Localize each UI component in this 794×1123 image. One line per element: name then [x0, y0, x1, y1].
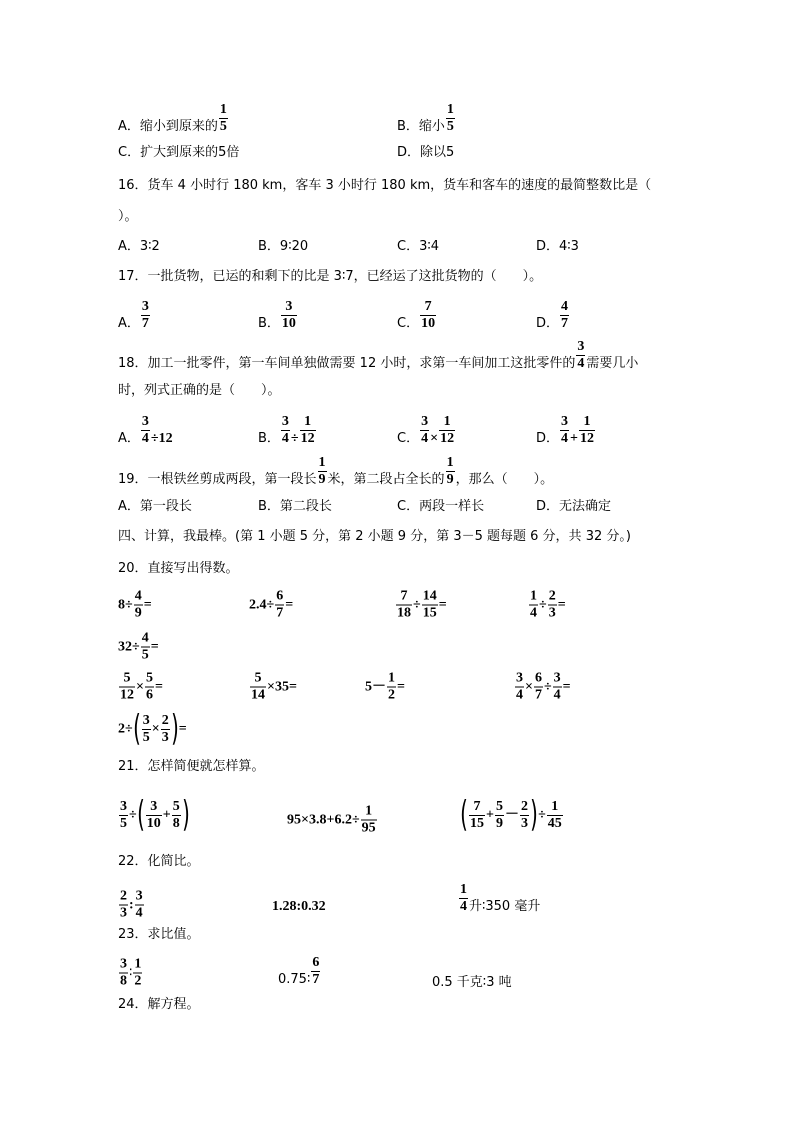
fraction	[560, 299, 569, 332]
numerator: 3	[120, 956, 127, 972]
numerator: 1	[361, 804, 377, 821]
text: 17．一批货物，已运的和剩下的比是 3∶7，已经运了这批货物的（ ）。	[118, 269, 543, 284]
q18-option-d	[536, 414, 596, 447]
numerator: 2	[521, 798, 529, 814]
text: 19．一根铁丝剪成两段，第一段长	[118, 472, 317, 487]
denominator: 9	[318, 472, 326, 487]
fraction	[135, 889, 144, 922]
denominator: 5	[120, 815, 127, 831]
text: D．	[536, 431, 560, 446]
numerator: 3	[135, 888, 143, 904]
numerator: 1	[460, 882, 467, 897]
denominator: 9	[134, 605, 142, 621]
q20-expr-5	[118, 631, 159, 664]
math-operator: 8÷	[118, 597, 133, 613]
denominator: 10	[146, 815, 161, 831]
math-operator: =	[397, 679, 405, 695]
q17-text	[118, 269, 542, 285]
q20-expr-7	[249, 671, 297, 704]
denominator: 7	[141, 316, 149, 331]
denominator: 3	[548, 605, 556, 621]
text: 20．直接写出得数。	[118, 561, 239, 576]
fraction	[119, 889, 128, 922]
q16-option-c	[397, 239, 439, 255]
fraction	[161, 713, 170, 746]
denominator: 4	[577, 356, 585, 371]
fraction	[576, 339, 585, 372]
denominator: 3	[120, 905, 127, 921]
numerator: 5	[250, 671, 266, 688]
q23-expr-3	[432, 975, 512, 991]
text: 米，第二段占全长的	[327, 472, 445, 487]
text: A．	[118, 431, 140, 446]
math-operator: 32÷	[118, 639, 140, 655]
q20-expr-8	[365, 671, 405, 704]
text: 16．货车 4 小时行 180 km，客车 3 小时行 180 km，货车和客车的速度的最简整数比是（	[118, 178, 652, 193]
fraction	[141, 414, 150, 447]
math-operator: ÷	[129, 807, 137, 823]
q15-option-a	[118, 102, 229, 135]
denominator: 4	[421, 431, 429, 446]
text: ）。	[118, 209, 138, 224]
text: B．	[258, 431, 280, 446]
numerator: 5	[119, 671, 135, 688]
numerator: 5	[496, 798, 504, 814]
fraction	[446, 102, 455, 135]
numerator: 14	[422, 588, 437, 604]
numerator: 1	[439, 414, 455, 431]
fraction	[534, 671, 543, 704]
section-4-heading	[118, 529, 631, 545]
denominator: 4	[141, 431, 149, 446]
text: 22．化简比。	[118, 854, 200, 869]
numerator: 3	[561, 414, 569, 429]
fraction	[420, 299, 436, 332]
denominator: 5	[141, 647, 149, 663]
numerator: 4	[561, 299, 569, 314]
fraction	[311, 955, 320, 988]
parenthesis: (	[136, 794, 145, 835]
math-operator: =	[562, 679, 571, 695]
fraction	[495, 799, 504, 832]
q15-option-d	[397, 145, 454, 161]
text: A．第一段长	[118, 499, 192, 514]
text: A．缩小到原来的	[118, 119, 218, 134]
fraction	[141, 299, 150, 332]
math-operator: =	[178, 721, 187, 737]
text: C．扩大到原来的5倍	[118, 145, 240, 160]
math-operator: －	[505, 807, 520, 823]
fraction	[420, 414, 429, 447]
fraction	[250, 671, 266, 704]
text: 21．怎样简便就怎样算。	[118, 759, 265, 774]
fraction	[446, 455, 455, 488]
denominator: 5	[446, 119, 454, 134]
numerator: 3	[516, 670, 523, 686]
q20-expr-4	[528, 589, 566, 622]
q17-option-c	[397, 299, 437, 332]
q23-expr-1	[118, 957, 143, 990]
numerator: 6	[312, 955, 320, 970]
denominator: 12	[300, 431, 315, 446]
q17-option-a	[118, 299, 151, 332]
denominator: 7	[312, 972, 320, 987]
fraction	[134, 589, 143, 622]
math-operator: ÷	[538, 807, 546, 823]
text: A．	[118, 316, 140, 331]
denominator: 4	[553, 687, 561, 703]
denominator: 5	[142, 729, 150, 745]
denominator: 4	[135, 905, 143, 921]
fraction	[579, 414, 595, 447]
denominator: 3	[161, 729, 169, 745]
text: 24．解方程。	[118, 997, 200, 1012]
numerator: 1	[446, 102, 454, 117]
q15-option-c	[118, 145, 239, 161]
denominator: 6	[145, 687, 153, 703]
parenthesis: (	[460, 794, 468, 835]
math-operator: ×	[525, 679, 533, 695]
numerator: 4	[141, 630, 149, 646]
fraction	[469, 799, 485, 832]
q18-option-b	[258, 414, 317, 447]
q15-option-b	[397, 102, 456, 135]
math-operator: 2÷	[118, 721, 133, 737]
denominator: 4	[460, 899, 467, 914]
fraction	[219, 102, 228, 135]
math-operator: +	[162, 807, 171, 823]
q16-text-end	[118, 209, 138, 225]
q20-expr-10	[118, 708, 187, 749]
denominator: 8	[172, 815, 180, 831]
q20-expr-9	[514, 671, 571, 704]
numerator: 7	[396, 589, 412, 606]
math-operator: :	[129, 897, 134, 913]
denominator: 12	[440, 431, 455, 446]
q19-option-b	[258, 499, 332, 515]
numerator: 2	[120, 888, 127, 904]
fraction	[520, 799, 529, 832]
denominator: 95	[361, 820, 376, 836]
text: D．除以5	[397, 145, 455, 160]
text: 升∶350 毫升	[469, 899, 541, 914]
fraction	[275, 589, 284, 622]
q16-option-b	[258, 239, 308, 255]
fraction	[547, 799, 563, 832]
numerator: 1	[318, 455, 326, 470]
numerator: 3	[142, 712, 150, 728]
fraction	[515, 671, 524, 704]
text: B．缩小	[397, 119, 445, 134]
q18-option-a	[118, 414, 173, 447]
q22-expr-2	[272, 899, 326, 915]
numerator: 1	[547, 799, 563, 816]
math-operator: 1.28:0.32	[272, 899, 326, 914]
q19-option-d	[536, 499, 611, 515]
q24-text	[118, 997, 200, 1013]
numerator: 1	[446, 455, 454, 470]
fraction	[548, 589, 557, 622]
numerator: 1	[579, 414, 595, 431]
numerator: 1	[300, 414, 316, 431]
math-operator: =	[154, 679, 163, 695]
parenthesis: (	[132, 708, 141, 749]
denominator: 7	[534, 687, 542, 703]
q22-text	[118, 854, 200, 870]
q16-option-d	[536, 239, 579, 255]
q19-option-c	[397, 499, 484, 515]
parenthesis: )	[170, 708, 179, 749]
text: ，那么（ ）。	[455, 472, 554, 487]
text: 18．加工一批零件，第一车间单独做需要 12 小时，求第一车间加工这批零件的	[118, 356, 576, 371]
numerator: 2	[161, 712, 169, 728]
numerator: 5	[172, 798, 180, 814]
numerator: 6	[276, 588, 284, 604]
fraction	[422, 589, 438, 622]
q18-text-end	[118, 383, 281, 399]
math-operator: =	[557, 597, 566, 613]
denominator: 3	[521, 815, 529, 831]
numerator: 3	[281, 414, 289, 429]
numerator: 6	[534, 670, 542, 686]
math-operator: ×	[136, 679, 144, 695]
denominator: 9	[496, 815, 504, 831]
math-operator: ×	[430, 431, 439, 446]
fraction	[553, 671, 562, 704]
denominator: 8	[120, 973, 127, 989]
numerator: 3	[553, 670, 561, 686]
text: 四、计算，我最棒。(第 1 小题 5 分，第 2 小题 9 分，第 3－5 题每题 6 分，共 32 分。)	[118, 529, 631, 544]
numerator: 1	[530, 588, 537, 604]
denominator: 10	[421, 316, 436, 331]
numerator: 7	[420, 299, 436, 316]
math-operator: ÷	[413, 597, 421, 613]
numerator: 3	[577, 339, 585, 354]
fraction	[318, 455, 327, 488]
denominator: 15	[470, 815, 485, 831]
text: 0.5 千克∶3 吨	[432, 975, 512, 990]
fraction	[281, 299, 297, 332]
math-operator: =	[143, 597, 152, 613]
fraction	[145, 671, 154, 704]
numerator: 3	[281, 299, 297, 316]
text: ∶	[129, 965, 133, 981]
text: C．两段一样长	[397, 499, 485, 514]
denominator: 4	[281, 431, 289, 446]
denominator: 10	[281, 316, 296, 331]
q22-expr-1	[118, 889, 145, 922]
q21-expr-2	[287, 804, 378, 837]
text: C．	[397, 316, 420, 331]
math-operator: ÷12	[150, 431, 173, 446]
fraction	[146, 799, 162, 832]
text: 时，列式正确的是（ ）。	[118, 383, 281, 398]
q21-expr-1	[118, 794, 190, 835]
denominator: 7	[276, 605, 284, 621]
q20-expr-1	[118, 589, 152, 622]
fraction	[396, 589, 412, 622]
denominator: 2	[388, 687, 395, 703]
denominator: 12	[580, 431, 594, 446]
denominator: 4	[561, 431, 569, 446]
parenthesis: )	[181, 794, 190, 835]
math-operator: +	[486, 807, 495, 823]
fraction	[119, 957, 128, 990]
numerator: 3	[421, 414, 429, 429]
q16-text	[118, 178, 651, 194]
text: 23．求比值。	[118, 927, 200, 942]
fraction	[300, 414, 316, 447]
q17-option-d	[536, 299, 570, 332]
fraction	[119, 799, 128, 832]
q16-option-a	[118, 239, 160, 255]
q20-expr-2	[249, 589, 293, 622]
text: C．3∶4	[397, 239, 440, 254]
fraction	[387, 671, 396, 704]
fraction	[529, 589, 538, 622]
q18-text	[118, 339, 638, 372]
math-operator: =	[150, 639, 159, 655]
denominator: 15	[422, 605, 437, 621]
numerator: 7	[469, 799, 485, 816]
denominator: 12	[120, 687, 134, 703]
denominator: 9	[446, 472, 454, 487]
fraction	[172, 799, 181, 832]
numerator: 5	[145, 670, 153, 686]
numerator: 2	[548, 588, 556, 604]
denominator: 7	[561, 316, 569, 331]
numerator: 1	[388, 670, 395, 686]
text: A．3∶2	[118, 239, 160, 254]
numerator: 3	[141, 299, 149, 314]
fraction	[361, 804, 377, 837]
q20-expr-3	[395, 589, 447, 622]
text: 需要几小	[586, 356, 639, 371]
denominator: 2	[134, 973, 142, 989]
text: D．4∶3	[536, 239, 579, 254]
fraction	[439, 414, 455, 447]
text: D．	[536, 316, 560, 331]
math-operator: ÷	[539, 597, 547, 613]
math-operator: 2.4÷	[249, 597, 275, 613]
q23-text	[118, 927, 200, 943]
numerator: 3	[141, 414, 149, 429]
denominator: 5	[219, 119, 227, 134]
fraction	[560, 414, 569, 447]
numerator: 1	[219, 102, 227, 117]
q19-option-a	[118, 499, 192, 515]
fraction	[281, 414, 290, 447]
fraction	[142, 713, 151, 746]
denominator: 4	[530, 605, 537, 621]
fraction	[141, 631, 150, 664]
q22-expr-3	[458, 882, 540, 915]
fraction	[133, 957, 142, 990]
numerator: 3	[146, 799, 162, 816]
q20-text	[118, 561, 239, 577]
q20-expr-6	[118, 671, 163, 704]
text: D．无法确定	[536, 499, 612, 514]
q19-text	[118, 455, 553, 488]
numerator: 1	[134, 956, 142, 972]
text: B．9∶20	[258, 239, 309, 254]
math-operator: 95×3.8+6.2÷	[287, 812, 360, 828]
q23-expr-2	[278, 955, 321, 988]
text: B．	[258, 316, 280, 331]
denominator: 4	[516, 687, 523, 703]
q21-expr-3	[460, 794, 564, 835]
denominator: 45	[547, 815, 562, 831]
math-operator: ÷	[543, 679, 552, 695]
q21-text	[118, 759, 265, 775]
math-operator: =	[438, 597, 447, 613]
text: C．	[397, 431, 420, 446]
math-operator: ×35=	[267, 679, 297, 695]
fraction	[459, 882, 468, 915]
denominator: 14	[251, 687, 265, 703]
math-operator: =	[285, 597, 294, 613]
math-operator: 5－	[365, 679, 386, 695]
numerator: 3	[120, 798, 127, 814]
math-operator: ÷	[290, 431, 299, 446]
text: B．第二段长	[258, 499, 332, 514]
math-operator: +	[570, 431, 578, 446]
parenthesis: )	[530, 794, 538, 835]
fraction	[119, 671, 135, 704]
q18-option-c	[397, 414, 456, 447]
numerator: 4	[134, 588, 142, 604]
denominator: 18	[397, 605, 411, 621]
math-operator: ×	[151, 721, 160, 737]
text: 0.75∶	[278, 972, 311, 987]
q17-option-b	[258, 299, 298, 332]
